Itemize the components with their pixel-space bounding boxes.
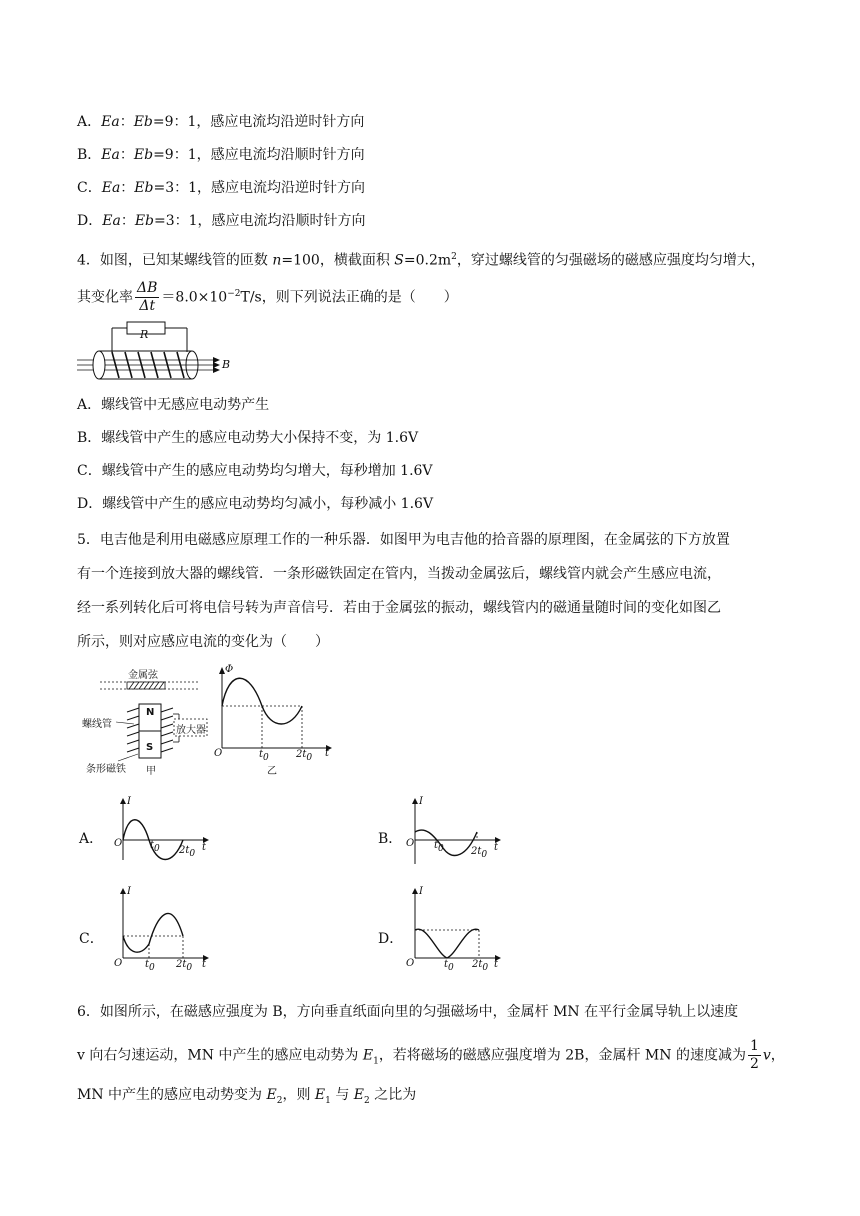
i-axis-label: I [419, 796, 423, 807]
magnet-label: 条形磁铁 [86, 764, 126, 775]
q3-option-c: C．Ea：Eb=3：1，感应电流均沿逆时针方向 [77, 180, 366, 196]
2t0-label: $2t_0$ [296, 749, 313, 763]
q4-option-b: B．螺线管中产生的感应电动势大小保持不变，为 1.6V [77, 430, 419, 446]
2t0-label: $2t_0$ [471, 846, 488, 860]
q3-option-b: B．Ea：Eb=9：1，感应电流均沿顺时针方向 [77, 147, 365, 163]
origin-label: O [406, 838, 415, 849]
amplifier-label: 放大器 [176, 725, 206, 736]
q5-stem-line2: 有一个连接到放大器的螺线管．一条形磁铁固定在管内，当拨动金属弦后，螺线管内就会产生感应电流， [77, 566, 721, 582]
q4-option-c: C．螺线管中产生的感应电动势均匀增大，每秒增加 1.6V [77, 463, 433, 479]
q5-option-c-label: C． [79, 931, 104, 947]
t-axis-label: t [494, 842, 499, 853]
q4-option-a: A．螺线管中无感应电动势产生 [77, 397, 270, 413]
north-pole-label: N [146, 707, 155, 718]
phi-axis-label: Φ [225, 664, 234, 675]
figure-yi-caption: 乙 [267, 766, 277, 777]
q3-option-a: A．Ea：Eb=9：1，感应电流均沿逆时针方向 [77, 114, 365, 130]
half-fraction: $\frac{1}{2}$ [749, 1038, 759, 1072]
resistor-label: R [140, 328, 149, 341]
i-axis-label: I [127, 796, 131, 807]
q4-option-d: D．螺线管中产生的感应电动势均匀减小，每秒减小 1.6V [77, 496, 434, 512]
2t0-label: $2t_0$ [176, 959, 193, 973]
q6-stem-line1: 6．如图所示，在磁感应强度为 B，方向垂直纸面向里的匀强磁场中，金属杆 MN 在平行金属导轨上以速度 [77, 1004, 739, 1020]
t0-label: $t_0$ [444, 959, 454, 973]
2t0-label: $2t_0$ [179, 845, 196, 859]
t0-label: $t_0$ [145, 959, 155, 973]
q4-stem-line2: 其变化率 $\frac{\Delta B}{\Delta t}$ $=8.0\times 10^{-2}T/s$，则下列说法正确的是（ ） [77, 280, 458, 314]
origin-label: O [406, 958, 415, 969]
origin-label: O [214, 748, 223, 759]
t-axis-label: t [202, 959, 207, 970]
t-axis-label: t [202, 842, 207, 853]
q5-stem-line1: 5．电吉他是利用电磁感应原理工作的一种乐器．如图甲为电吉他的拾音器的原理图，在金属弦的下方放置 [77, 532, 730, 548]
pickup-figure-jia [82, 664, 212, 777]
q5-stem-line4: 所示，则对应感应电流的变化为（ ） [77, 634, 329, 650]
q6-stem-line2: v 向右匀速运动，MN 中产生的感应电动势为 $E_1$，若将磁场的磁感应强度增为 2B，金属杆 MN 的速度减为 $\frac{1}{2}$ v， [77, 1038, 785, 1072]
t0-label: $t_0$ [434, 840, 444, 854]
q5-option-b-label: B． [378, 831, 403, 847]
2t0-label: $2t_0$ [472, 959, 489, 973]
q4-stem-line1: 4．如图，已知某螺线管的匝数 n=100，横截面积 $S=0.2m^2$，穿过螺线管的匀强磁场的磁感应强度均匀增大， [77, 252, 765, 269]
q3-option-d: D．Ea：Eb=3：1，感应电流均沿顺时针方向 [77, 213, 366, 229]
t0-label: $t_0$ [150, 840, 160, 854]
i-axis-label: I [127, 886, 131, 897]
t-axis-label: t [494, 959, 499, 970]
t-axis-label: t [325, 748, 330, 759]
q5-option-a-label: A． [79, 831, 104, 847]
coil-label: 螺线管 [82, 719, 112, 730]
origin-label: O [114, 838, 123, 849]
rate-fraction: $\frac{\Delta B}{\Delta t}$ [137, 280, 158, 314]
field-label: B [222, 358, 231, 371]
q5-option-a-graph [113, 798, 213, 864]
q5-stem-line3: 经一系列转化后可将电信号转为声音信号．若由于金属弦的振动，螺线管内的磁通量随时间的变化如图乙 [77, 600, 721, 616]
origin-label: O [114, 958, 123, 969]
string-label: 金属弦 [128, 670, 158, 681]
solenoid-figure [77, 318, 237, 390]
q5-option-d-graph [405, 886, 505, 976]
south-pole-label: S [146, 742, 154, 753]
flux-graph-yi [211, 664, 336, 777]
q6-stem-line3: MN 中产生的感应电动势变为 $E_2$，则 $E_1$ 与 $E_2$ 之比为 [77, 1087, 417, 1106]
t0-label: $t_0$ [259, 749, 269, 763]
q5-option-b-graph [405, 798, 505, 868]
q5-option-c-graph [113, 886, 213, 976]
i-axis-label: I [419, 886, 423, 897]
figure-jia-caption: 甲 [146, 766, 156, 777]
q5-option-d-label: D． [378, 931, 404, 947]
